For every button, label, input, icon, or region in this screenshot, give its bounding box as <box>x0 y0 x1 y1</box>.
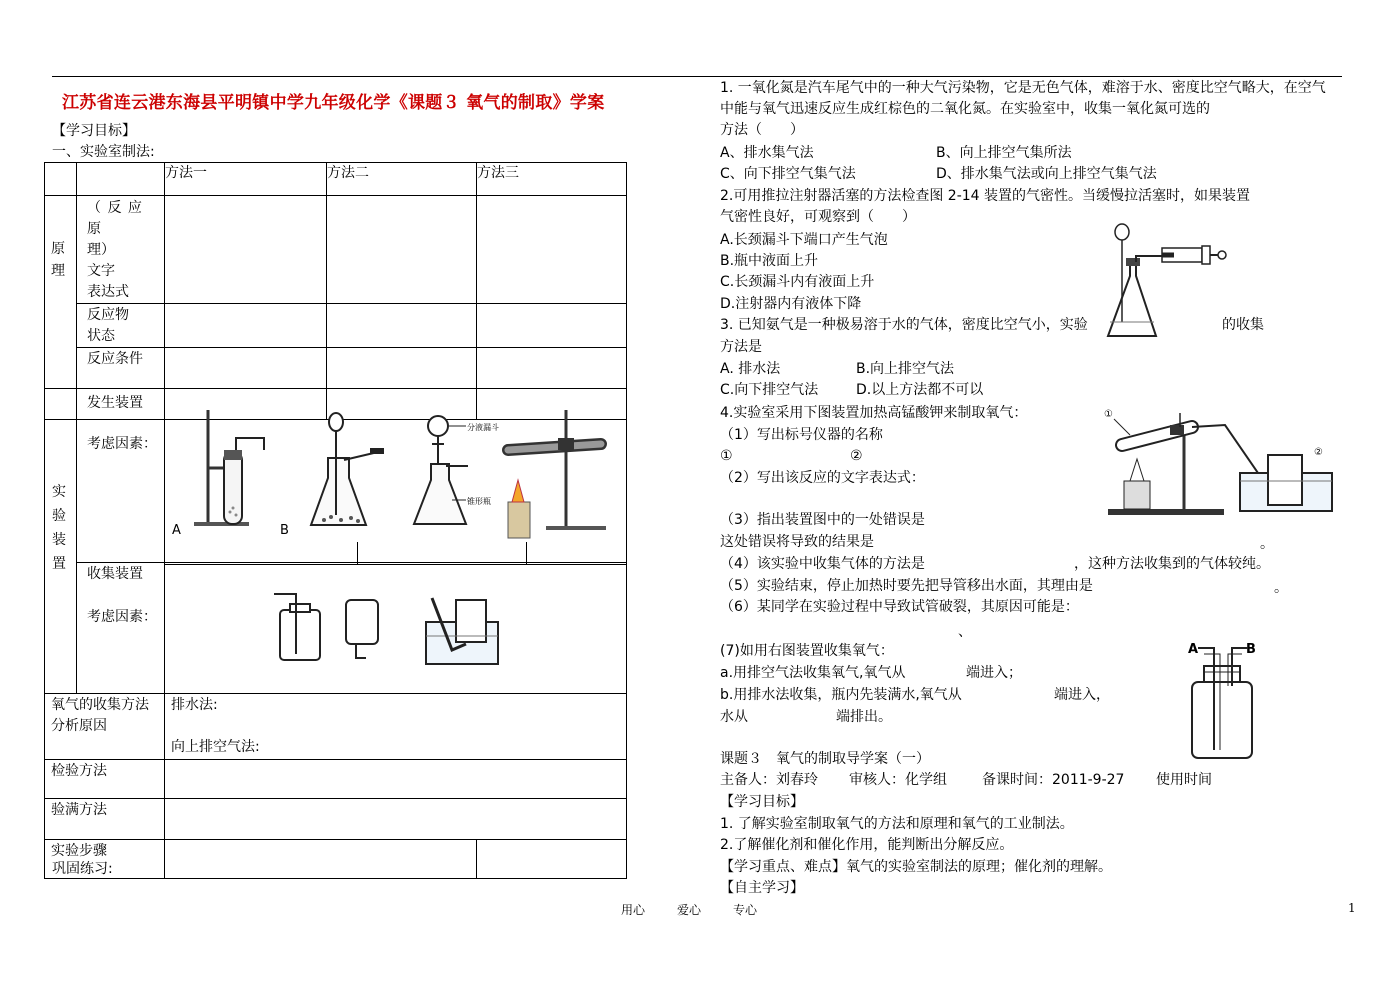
collection-apparatus-figure <box>266 588 512 670</box>
collect-divider-v2 <box>526 542 527 564</box>
air-method-label: 向上排空气法: <box>171 739 260 755</box>
q1-line2: 中能与氧气迅速反应生成红棕色的二氧化氮。在实验室中，收集一氧化氮可选的 <box>720 101 1210 117</box>
header-rule <box>52 76 1342 77</box>
answer-cell[interactable] <box>165 196 327 304</box>
q3-option-a: A. 排水法 <box>720 361 781 377</box>
reaction-principle-line3: 文字 <box>87 263 115 279</box>
q1-line3: 方法（ ） <box>720 122 804 138</box>
answer-cell[interactable] <box>165 840 477 879</box>
q4-part2: （2）写出该反应的文字表达式： <box>720 470 925 486</box>
principle-row-condition <box>77 348 165 389</box>
gen-apparatus-label: 发生装置 <box>77 389 165 420</box>
flask-label: 锥形瓶 <box>467 497 491 506</box>
empty-cell <box>45 389 77 420</box>
q1-option-b: B、向上排空气集所法 <box>936 145 1072 161</box>
collect-method-label-cell <box>45 694 165 760</box>
q4-part6-pause: 、 <box>958 624 972 640</box>
answer-cell[interactable] <box>477 840 627 879</box>
objectives-heading: 【学习目标】 <box>52 123 136 139</box>
objective-1: 1. 了解实验室制取氧气的方法和原理和氧气的工业制法。 <box>720 816 1074 832</box>
answer-cell[interactable] <box>165 348 327 389</box>
principle-label: 原理 <box>51 241 65 279</box>
consider-factor-cell <box>77 420 165 563</box>
consider-factor-label: 考虑因素： <box>87 436 157 452</box>
reaction-condition-label: 反应条件 <box>87 351 143 367</box>
q4-part5: （5）实验结束，停止加热时要先把导管移出水面，其理由是 <box>720 578 1093 594</box>
consider-factor-label-2: 考虑因素： <box>87 609 157 625</box>
footer-motto-1: 用心 <box>621 903 646 917</box>
collect-method-answer[interactable] <box>165 694 627 760</box>
reactant-line1: 反应物 <box>87 307 129 323</box>
col-header-method-2: 方法二 <box>327 163 477 196</box>
q1-line1: 1. 一氧化氮是汽车尾气中的一种大气污染物，它是无色气体，难溶于水、密度比空气略大，在空气 <box>720 80 1326 96</box>
reaction-principle-line4: 表达式 <box>87 284 129 300</box>
bottle-label-b: B <box>1246 642 1256 657</box>
q1-option-c: C、向下排空气集气法 <box>720 166 856 182</box>
q4-part4b: ，这种方法收集到的气体较纯。 <box>1074 556 1270 572</box>
q4-intro: 4.实验室采用下图装置加热高锰酸钾来制取氧气： <box>720 405 1028 421</box>
apparatus-marker-2: ② <box>1314 447 1323 458</box>
reactant-line2: 状态 <box>87 328 115 344</box>
objectives-heading-right: 【学习目标】 <box>720 794 804 810</box>
answer-cell[interactable] <box>477 304 627 348</box>
q7-b-start: b.用排水法收集，瓶内先装满水,氧气从 <box>720 687 962 703</box>
label-b: B <box>280 523 289 538</box>
footer-motto-3: 专心 <box>733 903 758 917</box>
q2-option-c: C.长颈漏斗内有液面上升 <box>720 274 875 290</box>
prepared-by: 主备人：刘春玲 <box>720 772 818 788</box>
q4-circle1: ① <box>720 448 733 464</box>
collect-divider <box>164 564 626 565</box>
answer-cell[interactable] <box>327 196 477 304</box>
full-method-label: 验满方法 <box>45 799 165 840</box>
answer-cell[interactable] <box>165 304 327 348</box>
col-header-method-1: 方法一 <box>165 163 327 196</box>
answer-cell[interactable] <box>165 760 627 799</box>
answer-cell[interactable] <box>327 348 477 389</box>
reaction-principle-line1: （ 反 应 原 <box>87 200 143 237</box>
collect-apparatus-cell <box>77 563 165 694</box>
page-number: 1 <box>1348 901 1356 915</box>
steps-label: 实验步骤 <box>45 840 165 879</box>
q2-option-d: D.注射器内有液体下降 <box>720 296 862 312</box>
answer-cell[interactable] <box>165 799 627 840</box>
q4-part4: （4）该实验中收集气体的方法是 <box>720 556 925 572</box>
q4-part3: （3）指出装置图中的一处错误是 <box>720 512 925 528</box>
q3-option-b: B.向上排空气法 <box>856 361 955 377</box>
q7-a-start: a.用排空气法收集氧气,氧气从 <box>720 665 906 681</box>
collect-method-label: 氧气的收集方法 <box>51 697 149 713</box>
q2-line1: 2.可用推拉注射器活塞的方法检查图 2-14 装置的气密性。当缓慢拉活塞时，如果装置 <box>720 188 1251 204</box>
apparatus-label: 实验装置 <box>52 484 66 572</box>
objective-2: 2.了解催化剂和催化作用，能判断出分解反应。 <box>720 837 1014 853</box>
q4-part3b: 这处错误将导致的结果是 <box>720 534 874 550</box>
q4-part3-period: 。 <box>1260 536 1274 552</box>
q3-line1a: 3. 已知氨气是一种极易溶于水的气体，密度比空气小，实验 <box>720 317 1088 333</box>
collect-divider-v1 <box>357 542 358 564</box>
answer-cell[interactable] <box>477 348 627 389</box>
water-method-label: 排水法: <box>171 697 218 713</box>
principle-row-reaction <box>77 196 165 304</box>
q7-a-end: 端进入； <box>966 665 1022 681</box>
q3-line2: 方法是 <box>720 339 762 355</box>
lesson-title: 课题３ 氧气的制取导学案（一） <box>720 751 930 767</box>
apparatus-label-cell <box>45 420 77 694</box>
footer-motto-2: 爱心 <box>677 903 702 917</box>
q2-option-a: A.长颈漏斗下端口产生气泡 <box>720 232 888 248</box>
corner-cell-2 <box>77 163 165 196</box>
prep-time: 备课时间：2011-9-27 <box>982 772 1125 788</box>
gas-bottle-figure <box>1184 638 1264 762</box>
kmno4-apparatus-figure <box>1100 405 1338 520</box>
bottle-label-a: A <box>1188 642 1199 657</box>
q4-part5-period: 。 <box>1274 580 1288 596</box>
principle-label-cell <box>45 196 77 389</box>
collect-method-reason: 分析原因 <box>51 718 107 734</box>
q3-line1b: 的收集 <box>1222 317 1264 333</box>
col-header-method-3: 方法三 <box>477 163 627 196</box>
answer-cell[interactable] <box>327 304 477 348</box>
q2-option-b: B.瓶中液面上升 <box>720 253 819 269</box>
q1-option-a: A、排水集气法 <box>720 145 814 161</box>
funnel-label: 分液漏斗 <box>467 423 499 432</box>
q4-circle2: ② <box>850 448 863 464</box>
self-study-heading: 【自主学习】 <box>720 880 804 896</box>
collect-apparatus-label: 收集装置 <box>87 566 143 582</box>
page-title: 江苏省连云港东海县平明镇中学九年级化学《课题３ 氧气的制取》学案 <box>62 93 605 113</box>
practice-label: 巩固练习: <box>52 861 113 877</box>
generation-apparatus-figure <box>166 400 624 542</box>
test-method-label: 检验方法 <box>45 760 165 799</box>
q7-c-end: 端排出。 <box>836 709 892 725</box>
q2-line2: 气密性良好，可观察到（ ） <box>720 209 916 225</box>
q3-option-d: D.以上方法都不可以 <box>856 382 984 398</box>
apparatus-marker-1: ① <box>1104 409 1113 420</box>
q3-option-c: C.向下排空气法 <box>720 382 819 398</box>
principle-row-state <box>77 304 165 348</box>
label-a: A <box>172 523 181 538</box>
q7-b-end: 端进入， <box>1054 687 1110 703</box>
use-time: 使用时间 <box>1156 772 1212 788</box>
q4-part1: （1）写出标号仪器的名称 <box>720 427 883 443</box>
q4-part6: （6）某同学在实验过程中导致试管破裂，其原因可能是： <box>720 599 1079 615</box>
syringe-apparatus-figure <box>1100 218 1230 344</box>
key-points: 【学习重点、难点】氧气的实验室制法的原理；催化剂的理解。 <box>720 859 1112 875</box>
q7-c-start: 水从 <box>720 709 748 725</box>
answer-cell[interactable] <box>477 196 627 304</box>
q1-option-d: D、排水集气法或向上排空气集气法 <box>936 166 1157 182</box>
corner-cell <box>45 163 77 196</box>
q7-intro: (7)如用右图装置收集氧气： <box>720 643 894 659</box>
reaction-principle-line2: 理） <box>87 242 115 258</box>
section-lab-method: 一、实验室制法: <box>52 144 155 160</box>
reviewer: 审核人：化学组 <box>849 772 947 788</box>
